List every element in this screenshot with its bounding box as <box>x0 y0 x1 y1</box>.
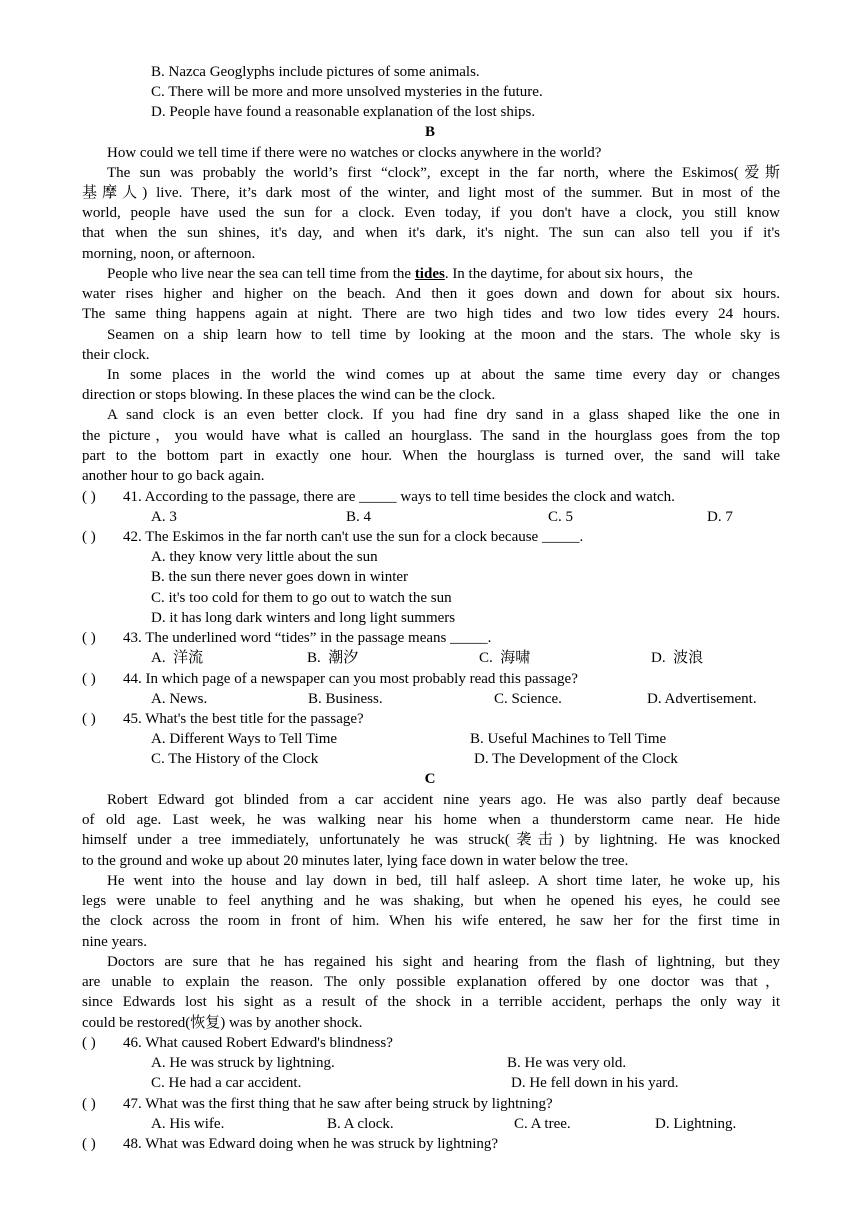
section-b-paragraph: Seamen on a ship learn how to tell time by looking at the moon and the stars. The whole sky is <box>107 327 780 343</box>
option-c: C. 海啸 <box>479 650 531 666</box>
option-d: D. Lightning. <box>655 1116 737 1132</box>
prev-option-c: C. There will be more and more unsolved mysteries in the future. <box>151 84 543 100</box>
option-b: B. Useful Machines to Tell Time <box>470 731 667 747</box>
answer-blank[interactable]: ( ) <box>82 529 96 545</box>
section-c-paragraph: nine years. <box>82 934 147 950</box>
section-c-paragraph: legs were unable to feel anything and he was shaking, but when he opened his eyes, he could see <box>82 893 780 909</box>
section-c-paragraph: He went into the house and lay down in bed, till half asleep. A short time later, he woke up, his <box>107 873 780 889</box>
question-stem: 47. What was the first thing that he saw after being struck by lightning? <box>123 1096 553 1112</box>
underlined-word-tides: tides <box>414 266 445 282</box>
option-d: D. 7 <box>707 509 733 525</box>
section-c-heading: C <box>424 771 436 787</box>
section-c-paragraph: Doctors are sure that he has regained his sight and hearing from the flash of lightning, but they <box>107 954 780 970</box>
answer-blank[interactable]: ( ) <box>82 711 96 727</box>
option-a: A. 3 <box>151 509 177 525</box>
section-b-paragraph: that when the sun shines, it's day, and when it's dark, it's night. The sun can also tell you if it's <box>82 225 780 241</box>
option-b: B. the sun there never goes down in winter <box>151 569 409 585</box>
question-stem: 46. What caused Robert Edward's blindness? <box>123 1035 393 1051</box>
answer-blank[interactable]: ( ) <box>82 671 96 687</box>
option-c: C. 5 <box>548 509 574 525</box>
question-stem: 44. In which page of a newspaper can you most probably read this passage? <box>123 671 578 687</box>
section-b-paragraph: 基摩人) live. There, it’s dark most of the winter, and light most of the summer. But in most of the <box>82 185 780 201</box>
question-stem: 48. What was Edward doing when he was struck by lightning? <box>123 1136 499 1152</box>
section-c-paragraph: since Edwards lost his sight as a result of the shock in a terrible accident, perhaps the only way it <box>82 994 780 1010</box>
section-c-paragraph: of old age. Last week, he was walking near his home when a thunderstorm came near. He hide <box>82 812 780 828</box>
question-stem: 43. The underlined word “tides” in the passage means _____. <box>123 630 492 646</box>
section-b-paragraph: The sun was probably the world’s first “clock”, except in the far north, where the Eskimos(爱斯 <box>107 165 780 181</box>
option-a: A. News. <box>151 691 208 707</box>
section-b-paragraph: their clock. <box>82 347 150 363</box>
section-c-paragraph: to the ground and woke up about 20 minutes later, lying face down in water below the tree. <box>82 853 629 869</box>
option-d: D. it has long dark winters and long light summers <box>151 610 456 626</box>
question-stem: 45. What's the best title for the passage? <box>123 711 364 727</box>
option-c: C. A tree. <box>514 1116 571 1132</box>
option-b: B. Business. <box>308 691 383 707</box>
section-b-paragraph: the picture，you would have what is called an hourglass. The sand in the hourglass goes from the top <box>82 428 780 444</box>
section-b-paragraph: direction or stops blowing. In these places the wind can be the clock. <box>82 387 496 403</box>
section-b-paragraph <box>107 264 780 284</box>
section-b-paragraph: How could we tell time if there were no watches or clocks anywhere in the world? <box>107 145 602 161</box>
section-c-paragraph: Robert Edward got blinded from a car accident nine years ago. He was also partly deaf because <box>107 792 780 808</box>
text-run: People who live near the sea can tell time from the <box>107 266 412 282</box>
section-c-paragraph: himself under a tree immediately, unfortunately he was struck(袭击) by lightning. He was knocked <box>82 832 780 848</box>
answer-blank[interactable]: ( ) <box>82 1035 96 1051</box>
option-a: A. they know very little about the sun <box>151 549 378 565</box>
option-a: A. Different Ways to Tell Time <box>151 731 338 747</box>
option-a: A. His wife. <box>151 1116 225 1132</box>
answer-blank[interactable]: ( ) <box>82 1136 96 1152</box>
option-a: A. 洋流 <box>151 650 204 666</box>
question-stem: 42. The Eskimos in the far north can't use the sun for a clock because _____. <box>123 529 584 545</box>
option-b: B. He was very old. <box>507 1055 627 1071</box>
section-b-paragraph: water rises higher and higher on the beach. And then it goes down and down for about six hours. <box>82 286 780 302</box>
section-b-paragraph: another hour to go back again. <box>82 468 265 484</box>
section-b-heading: B <box>424 124 435 140</box>
section-b-paragraph: part to the bottom part in exactly one hour. When the hourglass is turned over, the sand will take <box>82 448 780 464</box>
option-d: D. 波浪 <box>651 650 704 666</box>
prev-option-d: D. People have found a reasonable explanation of the lost ships. <box>151 104 536 120</box>
option-a: A. He was struck by lightning. <box>151 1055 335 1071</box>
section-c-paragraph: are unable to explain the reason. The only possible explanation offered by one doctor was that， <box>82 974 780 990</box>
option-b: B. A clock. <box>327 1116 394 1132</box>
option-b: B. 4 <box>346 509 372 525</box>
option-c: C. Science. <box>494 691 562 707</box>
option-d: D. Advertisement. <box>647 691 757 707</box>
option-d: D. The Development of the Clock <box>474 751 678 767</box>
option-d: D. He fell down in his yard. <box>511 1075 679 1091</box>
section-b-paragraph: The same thing happens again at night. There are two high tides and two low tides every 24 hours. <box>82 306 780 322</box>
section-c-paragraph: the clock across the room in front of him. When his wife entered, he saw her for the first time in <box>82 913 780 929</box>
section-b-paragraph: world, people have used the sun for a clock. Even today, if you don't have a clock, you still know <box>82 205 780 221</box>
section-c-paragraph: could be restored(恢复) was by another shock. <box>82 1015 363 1031</box>
option-c: C. The History of the Clock <box>151 751 319 767</box>
prev-option-b: B. Nazca Geoglyphs include pictures of some animals. <box>151 64 480 80</box>
text-run: . In the daytime, for about six hours，the <box>444 266 693 282</box>
section-b-paragraph: In some places in the world the wind comes up at about the same time every day or changes <box>107 367 780 383</box>
option-c: C. He had a car accident. <box>151 1075 302 1091</box>
answer-blank[interactable]: ( ) <box>82 1096 96 1112</box>
section-b-paragraph: A sand clock is an even better clock. If you had fine dry sand in a glass shaped like the one in <box>107 407 780 423</box>
option-b: B. 潮汐 <box>307 650 359 666</box>
question-stem: 41. According to the passage, there are _____ ways to tell time besides the clock and watch. <box>123 489 675 505</box>
answer-blank[interactable]: ( ) <box>82 489 96 505</box>
section-b-paragraph: morning, noon, or afternoon. <box>82 246 256 262</box>
option-c: C. it's too cold for them to go out to watch the sun <box>151 590 452 606</box>
answer-blank[interactable]: ( ) <box>82 630 96 646</box>
